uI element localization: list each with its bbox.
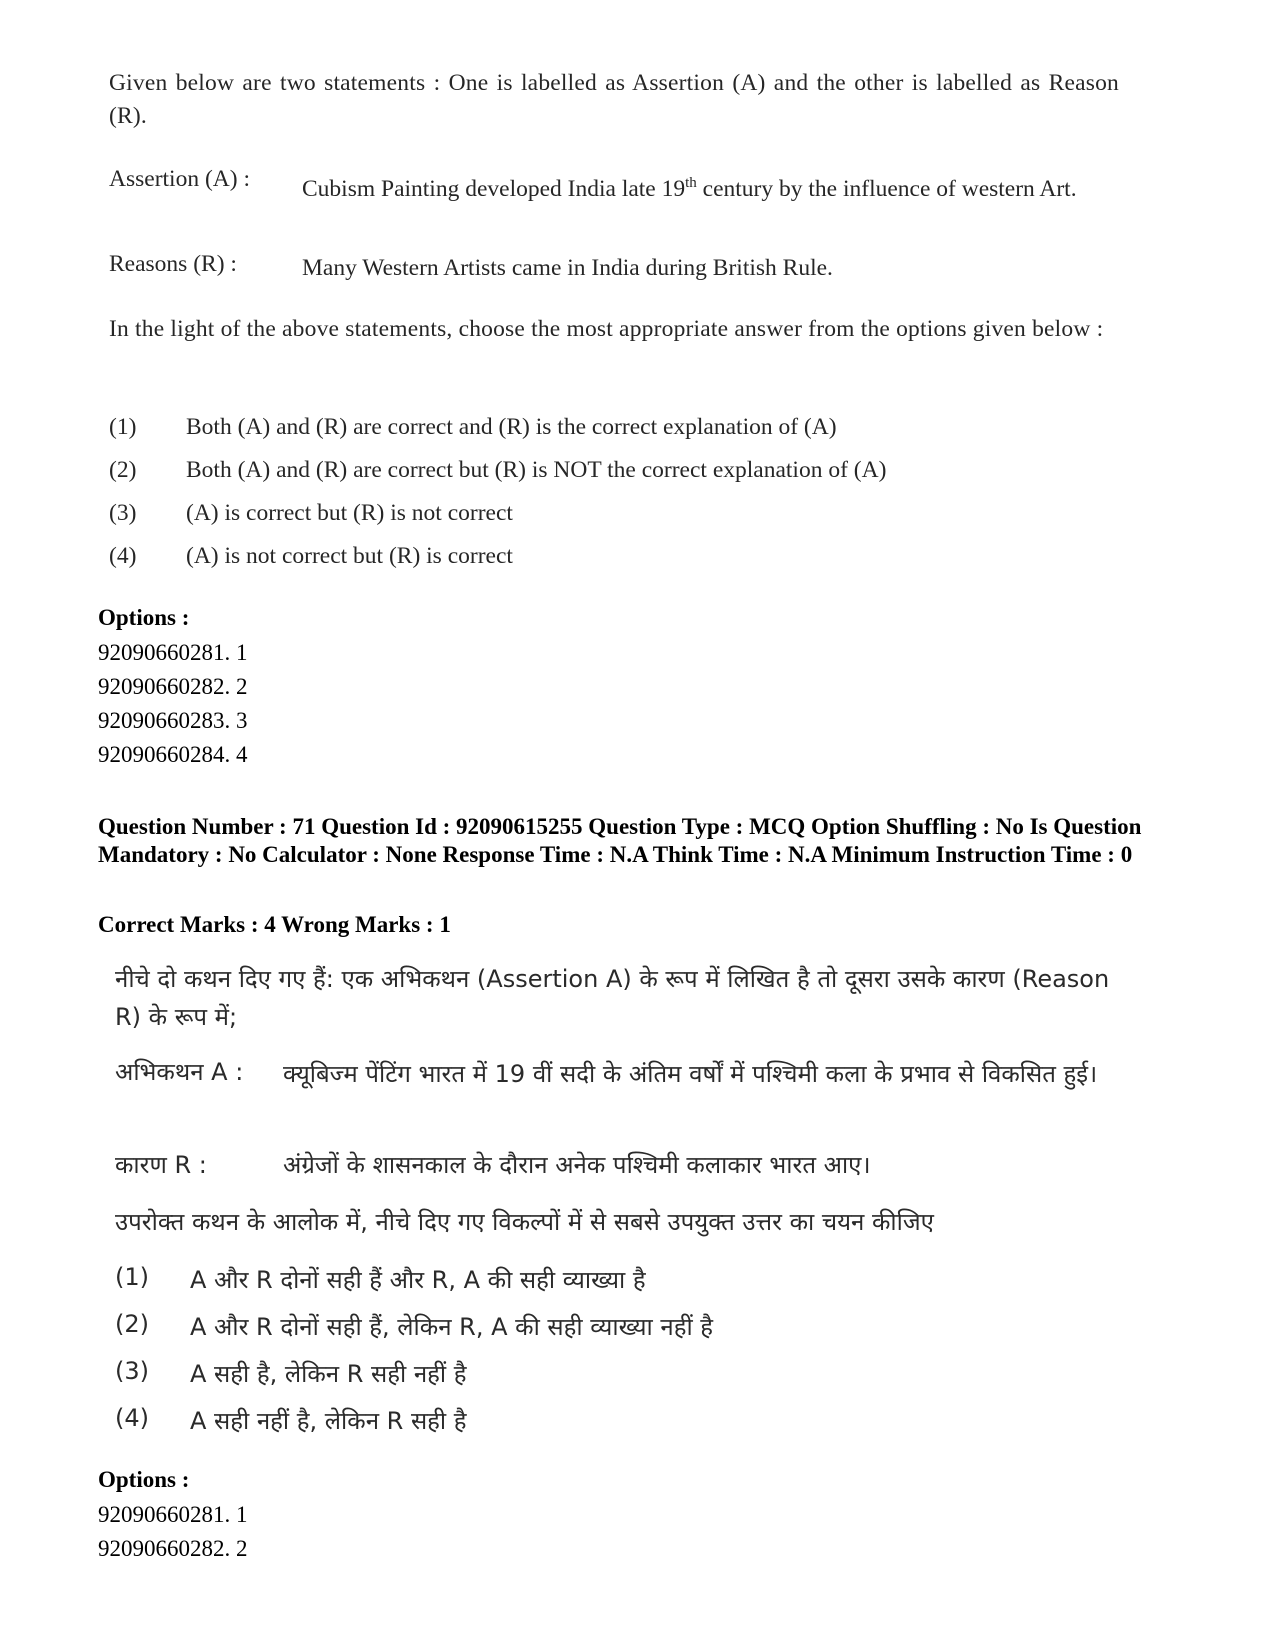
question-marks: Correct Marks : 4 Wrong Marks : 1 bbox=[98, 912, 451, 937]
hindi-choice-text: A सही नहीं है, लेकिन R सही है bbox=[190, 1407, 467, 1435]
prev-option-id: 92090660282. 2 bbox=[98, 674, 248, 699]
hindi-choice-num: (4) bbox=[115, 1404, 149, 1432]
prev-question-intro: Given below are two statements : One is labelled as Assertion (A) and the other is labelled as Reason (R). bbox=[109, 70, 1119, 129]
hindi-choice-num: (3) bbox=[115, 1357, 149, 1385]
prev-option-id: 92090660283. 3 bbox=[98, 708, 248, 733]
prev-reason-text: Many Western Artists came in India during British Rule. bbox=[302, 255, 833, 281]
prev-choice-text: (A) is correct but (R) is not correct bbox=[186, 500, 513, 526]
prev-assertion-text: Cubism Painting developed India late 19th century by the influence of western Art. bbox=[302, 175, 1077, 202]
option-id: 92090660282. 2 bbox=[98, 1536, 248, 1561]
prev-question-prompt: In the light of the above statements, choose the most appropriate answer from the options given below : bbox=[109, 316, 1104, 342]
prev-options-heading: Options : bbox=[98, 605, 190, 630]
prev-choice-text: (A) is not correct but (R) is correct bbox=[186, 543, 513, 569]
hindi-choice-text: A सही है, लेकिन R सही नहीं है bbox=[190, 1360, 467, 1388]
hindi-assertion-text: क्यूबिज्म पेंटिंग भारत में 19 वीं सदी के अंतिम वर्षों में पश्चिमी कला के प्रभाव से विकसित हुई। bbox=[283, 1060, 1098, 1088]
option-id: 92090660281. 1 bbox=[98, 1502, 248, 1527]
options-heading: Options : bbox=[98, 1467, 190, 1492]
prev-choice-text: Both (A) and (R) are correct and (R) is the correct explanation of (A) bbox=[186, 414, 837, 440]
prev-option-id: 92090660281. 1 bbox=[98, 640, 248, 665]
prev-choice-num: (1) bbox=[109, 414, 137, 440]
hindi-question-intro: नीचे दो कथन दिए गए हैं: एक अभिकथन (Assertion A) के रूप में लिखित है तो दूसरा उसके कारण (Reason R) के रूप में; bbox=[115, 965, 1110, 1031]
prev-assertion-label: Assertion (A) : bbox=[109, 166, 250, 192]
prev-option-id: 92090660284. 4 bbox=[98, 742, 248, 767]
hindi-choice-num: (2) bbox=[115, 1310, 149, 1338]
hindi-assertion-label: अभिकथन A : bbox=[115, 1058, 244, 1086]
prev-reason-label: Reasons (R) : bbox=[109, 251, 237, 277]
hindi-choice-text: A और R दोनों सही हैं, लेकिन R, A की सही व्याख्या नहीं है bbox=[190, 1313, 714, 1341]
prev-choice-text: Both (A) and (R) are correct but (R) is NOT the correct explanation of (A) bbox=[186, 457, 887, 483]
hindi-choice-text: A और R दोनों सही हैं और R, A की सही व्याख्या है bbox=[190, 1266, 646, 1294]
hindi-reason-text: अंग्रेजों के शासनकाल के दौरान अनेक पश्चिमी कलाकार भारत आए। bbox=[283, 1151, 871, 1179]
prev-choice-num: (3) bbox=[109, 500, 137, 526]
prev-choice-num: (4) bbox=[109, 543, 137, 569]
prev-choice-num: (2) bbox=[109, 457, 137, 483]
hindi-reason-label: कारण R : bbox=[115, 1151, 207, 1179]
hindi-choice-num: (1) bbox=[115, 1263, 149, 1291]
hindi-question-prompt: उपरोक्त कथन के आलोक में, नीचे दिए गए विकल्पों में से सबसे उपयुक्त उत्तर का चयन कीजिए bbox=[115, 1208, 934, 1236]
question-meta: Question Number : 71 Question Id : 92090615255 Question Type : MCQ Option Shuffling : No Is Question Mandatory : No Calculator : None Response Time : N.A Think Time : N.A Minimum Instruction Time : 0 bbox=[98, 814, 1142, 867]
